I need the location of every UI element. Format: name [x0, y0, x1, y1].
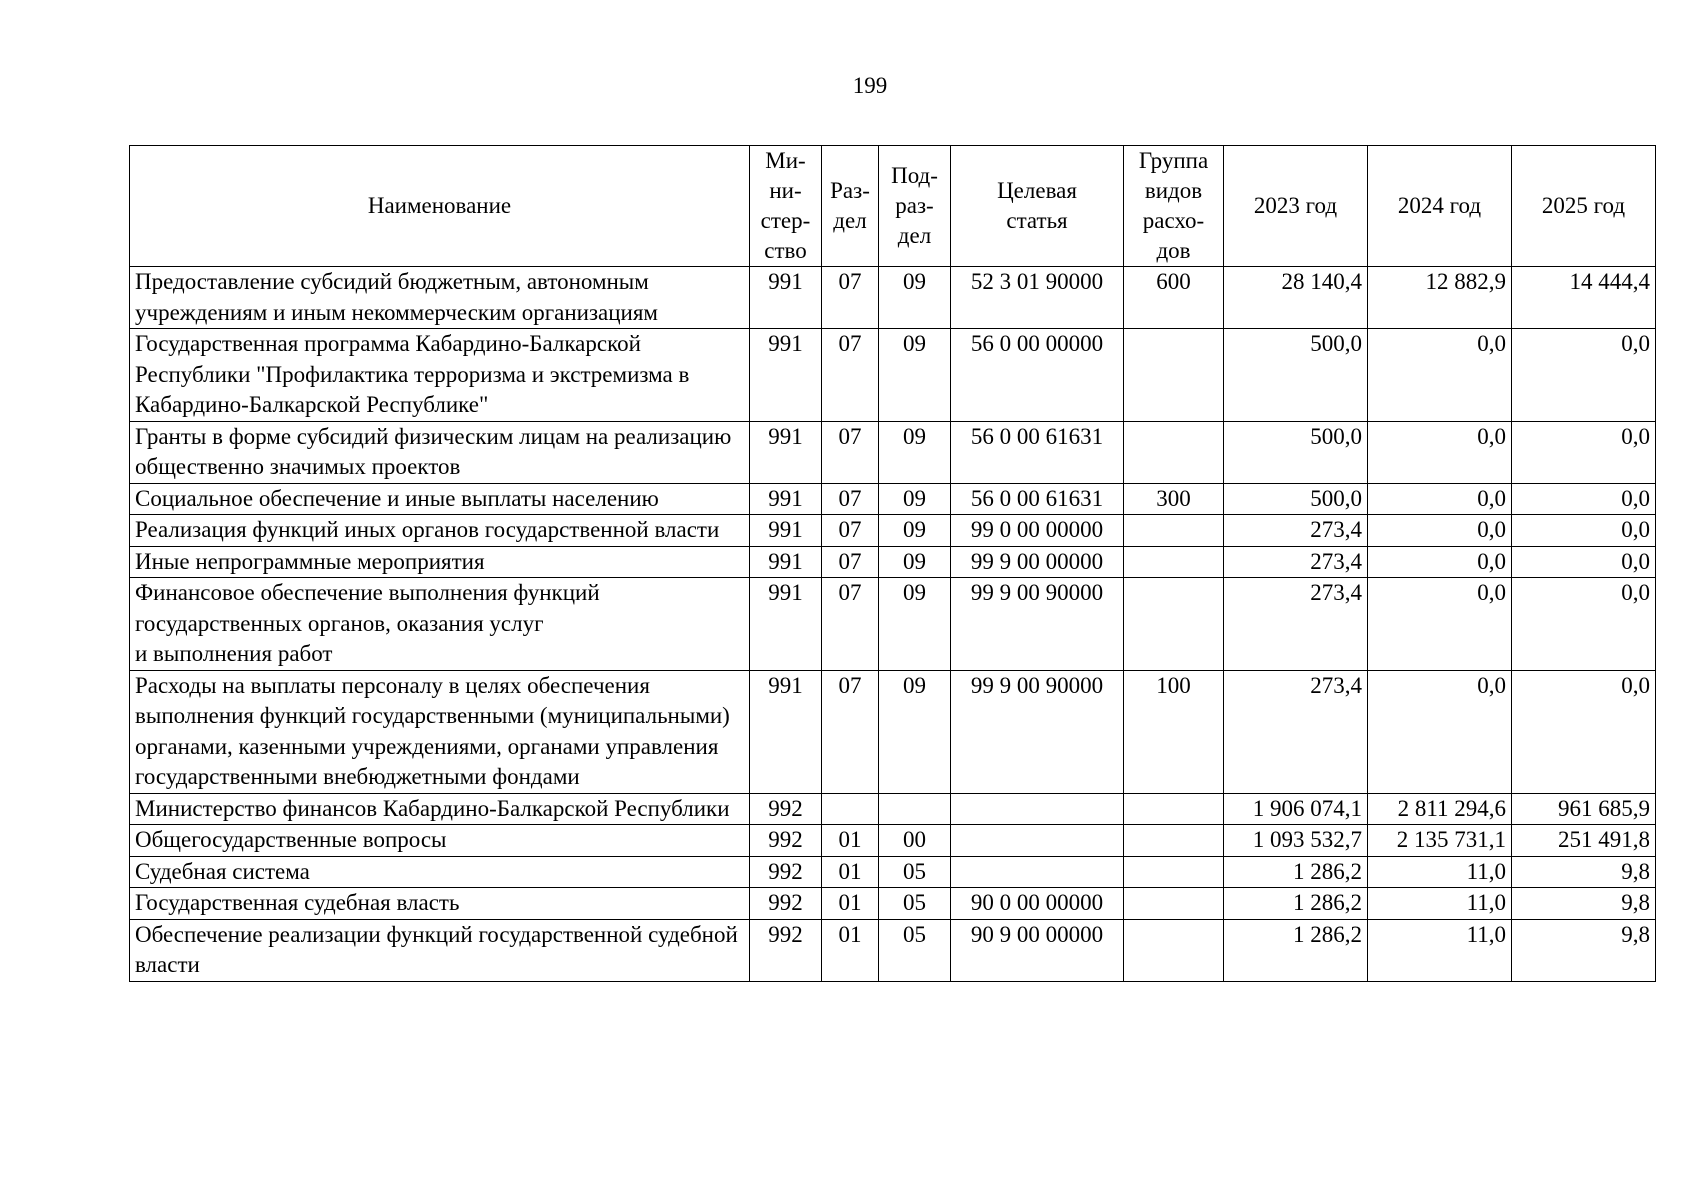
cell-amount-2024: 2 811 294,6	[1368, 793, 1512, 825]
cell-expense-group	[1124, 546, 1224, 578]
cell-section: 07	[822, 329, 879, 422]
cell-amount-2025: 0,0	[1512, 578, 1656, 671]
cell-name: Судебная система	[130, 856, 750, 888]
table-row	[130, 888, 1656, 920]
cell-name: Гранты в форме субсидий физическим лицам на реализацию общественно значимых проектов	[130, 421, 750, 483]
cell-target-article: 99 9 00 00000	[951, 546, 1124, 578]
cell-name: Обеспечение реализации функций государственной судебной власти	[130, 919, 750, 981]
cell-expense-group	[1124, 515, 1224, 547]
cell-name: Социальное обеспечение и иные выплаты населению	[130, 483, 750, 515]
cell-section: 07	[822, 267, 879, 329]
cell-target-article	[951, 825, 1124, 857]
cell-subsection	[879, 793, 951, 825]
cell-amount-2023: 273,4	[1224, 578, 1368, 671]
cell-amount-2023: 273,4	[1224, 546, 1368, 578]
cell-subsection: 09	[879, 515, 951, 547]
cell-amount-2024: 0,0	[1368, 421, 1512, 483]
cell-amount-2024: 0,0	[1368, 329, 1512, 422]
header-expense-group: Группа видов расхо- дов	[1124, 146, 1224, 267]
header-section: Раз- дел	[822, 146, 879, 267]
cell-subsection: 09	[879, 421, 951, 483]
cell-amount-2023: 28 140,4	[1224, 267, 1368, 329]
cell-name: Государственная программа Кабардино-Балкарской Республики "Профилактика терроризма и экстремизма в Кабардино-Балкарской Республике"	[130, 329, 750, 422]
cell-ministry: 991	[750, 578, 822, 671]
cell-subsection: 09	[879, 483, 951, 515]
cell-name: Финансовое обеспечение выполнения функций государственных органов, оказания услуг и выполнения работ	[130, 578, 750, 671]
cell-ministry: 991	[750, 421, 822, 483]
cell-subsection: 05	[879, 888, 951, 920]
cell-target-article: 90 9 00 00000	[951, 919, 1124, 981]
cell-ministry: 992	[750, 856, 822, 888]
cell-expense-group	[1124, 578, 1224, 671]
cell-amount-2024: 0,0	[1368, 670, 1512, 793]
page-number: 199	[852, 73, 888, 98]
cell-ministry: 991	[750, 267, 822, 329]
cell-amount-2025: 9,8	[1512, 888, 1656, 920]
header-year-2025: 2025 год	[1512, 146, 1656, 267]
cell-subsection: 09	[879, 329, 951, 422]
cell-section	[822, 793, 879, 825]
table-header	[130, 146, 1656, 267]
cell-subsection: 09	[879, 670, 951, 793]
cell-target-article: 90 0 00 00000	[951, 888, 1124, 920]
cell-expense-group: 300	[1124, 483, 1224, 515]
cell-expense-group	[1124, 793, 1224, 825]
cell-ministry: 992	[750, 825, 822, 857]
cell-amount-2023: 500,0	[1224, 329, 1368, 422]
table-row	[130, 483, 1656, 515]
cell-ministry: 991	[750, 329, 822, 422]
cell-target-article: 56 0 00 00000	[951, 329, 1124, 422]
header-target-article: Целевая статья	[951, 146, 1124, 267]
cell-amount-2023: 1 286,2	[1224, 919, 1368, 981]
cell-section: 01	[822, 856, 879, 888]
cell-amount-2024: 0,0	[1368, 578, 1512, 671]
cell-ministry: 992	[750, 919, 822, 981]
table-row	[130, 670, 1656, 793]
cell-subsection: 00	[879, 825, 951, 857]
cell-ministry: 991	[750, 670, 822, 793]
cell-amount-2023: 500,0	[1224, 483, 1368, 515]
cell-expense-group	[1124, 856, 1224, 888]
table-row	[130, 856, 1656, 888]
cell-amount-2025: 251 491,8	[1512, 825, 1656, 857]
cell-amount-2025: 0,0	[1512, 483, 1656, 515]
cell-amount-2025: 0,0	[1512, 670, 1656, 793]
cell-subsection: 05	[879, 856, 951, 888]
cell-target-article: 99 9 00 90000	[951, 670, 1124, 793]
cell-expense-group	[1124, 919, 1224, 981]
header-year-2024: 2024 год	[1368, 146, 1512, 267]
table-row	[130, 793, 1656, 825]
cell-amount-2023: 1 093 532,7	[1224, 825, 1368, 857]
cell-expense-group	[1124, 329, 1224, 422]
cell-ministry: 992	[750, 888, 822, 920]
cell-ministry: 991	[750, 515, 822, 547]
cell-section: 07	[822, 578, 879, 671]
cell-name: Расходы на выплаты персоналу в целях обеспечения выполнения функций государственными (муниципальными) органами, казенными учреждениями, органами управления государственными внебюджетными фондами	[130, 670, 750, 793]
cell-expense-group	[1124, 421, 1224, 483]
cell-amount-2025: 0,0	[1512, 421, 1656, 483]
cell-amount-2024: 0,0	[1368, 483, 1512, 515]
cell-amount-2023: 273,4	[1224, 670, 1368, 793]
cell-amount-2024: 0,0	[1368, 546, 1512, 578]
cell-subsection: 09	[879, 546, 951, 578]
table-row	[130, 515, 1656, 547]
cell-section: 01	[822, 825, 879, 857]
table-row	[130, 578, 1656, 671]
cell-amount-2025: 0,0	[1512, 515, 1656, 547]
table-body	[130, 267, 1656, 982]
cell-amount-2025: 961 685,9	[1512, 793, 1656, 825]
cell-name: Иные непрограммные мероприятия	[130, 546, 750, 578]
cell-amount-2024: 11,0	[1368, 856, 1512, 888]
cell-amount-2024: 2 135 731,1	[1368, 825, 1512, 857]
cell-name: Государственная судебная власть	[130, 888, 750, 920]
cell-amount-2023: 1 906 074,1	[1224, 793, 1368, 825]
cell-target-article: 56 0 00 61631	[951, 421, 1124, 483]
cell-amount-2024: 12 882,9	[1368, 267, 1512, 329]
cell-amount-2025: 9,8	[1512, 919, 1656, 981]
cell-amount-2023: 273,4	[1224, 515, 1368, 547]
cell-amount-2024: 11,0	[1368, 888, 1512, 920]
cell-expense-group: 600	[1124, 267, 1224, 329]
cell-name: Министерство финансов Кабардино-Балкарской Республики	[130, 793, 750, 825]
cell-target-article: 56 0 00 61631	[951, 483, 1124, 515]
table-row	[130, 267, 1656, 329]
table-row	[130, 421, 1656, 483]
header-ministry: Ми- ни- стер- ство	[750, 146, 822, 267]
cell-section: 07	[822, 483, 879, 515]
cell-amount-2023: 1 286,2	[1224, 856, 1368, 888]
cell-target-article: 99 0 00 00000	[951, 515, 1124, 547]
cell-section: 01	[822, 919, 879, 981]
cell-subsection: 05	[879, 919, 951, 981]
header-name: Наименование	[130, 146, 750, 267]
table-row	[130, 546, 1656, 578]
cell-section: 07	[822, 515, 879, 547]
cell-target-article: 99 9 00 90000	[951, 578, 1124, 671]
header-year-2023: 2023 год	[1224, 146, 1368, 267]
cell-name: Предоставление субсидий бюджетным, автономным учреждениям и иным некоммерческим организациям	[130, 267, 750, 329]
cell-subsection: 09	[879, 267, 951, 329]
cell-name: Реализация функций иных органов государственной власти	[130, 515, 750, 547]
cell-expense-group: 100	[1124, 670, 1224, 793]
header-subsection: Под- раз- дел	[879, 146, 951, 267]
cell-section: 01	[822, 888, 879, 920]
cell-target-article	[951, 856, 1124, 888]
header-row	[130, 146, 1656, 267]
cell-ministry: 991	[750, 546, 822, 578]
cell-amount-2025: 0,0	[1512, 329, 1656, 422]
cell-amount-2025: 9,8	[1512, 856, 1656, 888]
cell-target-article: 52 3 01 90000	[951, 267, 1124, 329]
cell-section: 07	[822, 421, 879, 483]
cell-name: Общегосударственные вопросы	[130, 825, 750, 857]
cell-expense-group	[1124, 888, 1224, 920]
cell-amount-2024: 0,0	[1368, 515, 1512, 547]
cell-amount-2025: 0,0	[1512, 546, 1656, 578]
table-row	[130, 825, 1656, 857]
budget-table	[129, 145, 1656, 982]
cell-amount-2025: 14 444,4	[1512, 267, 1656, 329]
cell-amount-2024: 11,0	[1368, 919, 1512, 981]
table-row	[130, 919, 1656, 981]
cell-target-article	[951, 793, 1124, 825]
cell-ministry: 991	[750, 483, 822, 515]
cell-section: 07	[822, 546, 879, 578]
cell-subsection: 09	[879, 578, 951, 671]
cell-amount-2023: 1 286,2	[1224, 888, 1368, 920]
cell-expense-group	[1124, 825, 1224, 857]
cell-section: 07	[822, 670, 879, 793]
cell-amount-2023: 500,0	[1224, 421, 1368, 483]
table-row	[130, 329, 1656, 422]
cell-ministry: 992	[750, 793, 822, 825]
